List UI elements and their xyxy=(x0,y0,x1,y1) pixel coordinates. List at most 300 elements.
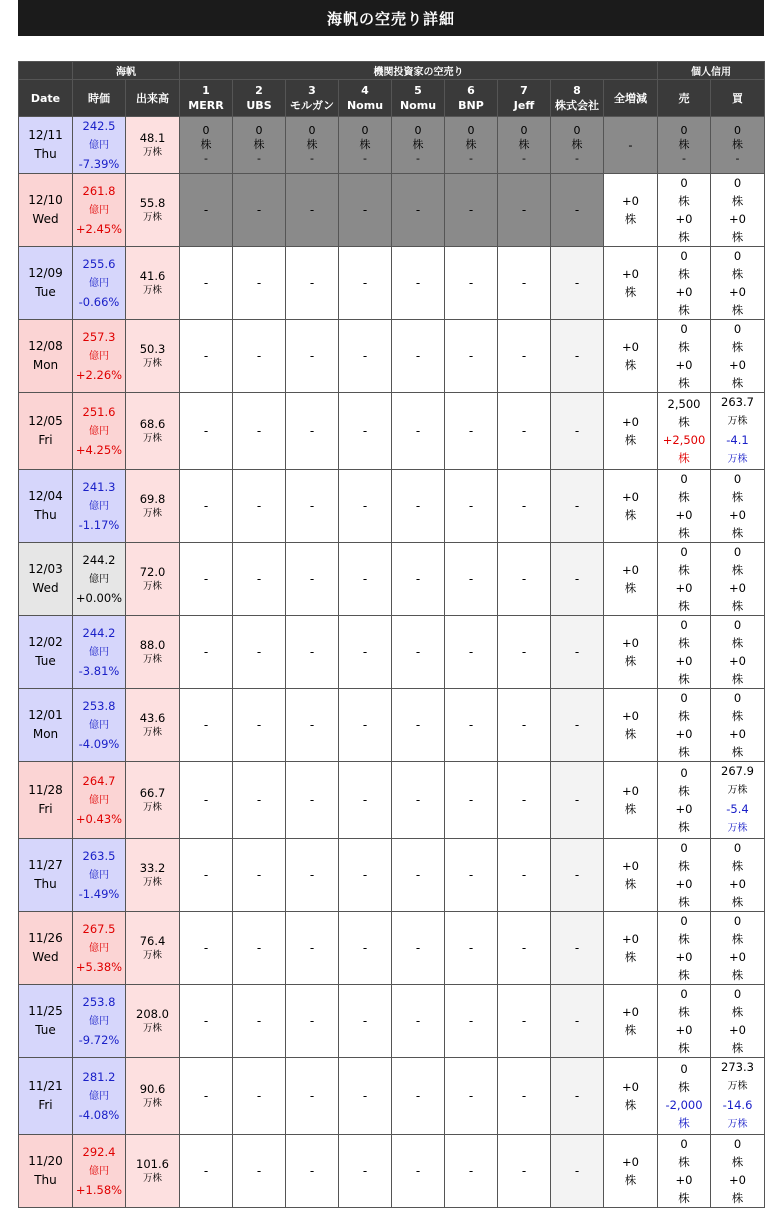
total-change-cell xyxy=(604,689,658,762)
institution-cell-7 xyxy=(498,762,551,839)
sell-unit: 株 xyxy=(678,932,690,946)
date-cell xyxy=(19,174,73,247)
institution-value: - xyxy=(468,793,474,807)
institution-cell-8 xyxy=(551,247,604,320)
institution-value: - xyxy=(415,645,421,659)
institution-cell-7 xyxy=(498,616,551,689)
volume-unit: 万株 xyxy=(142,357,162,369)
institution-cell-1 xyxy=(180,985,233,1058)
institution-value: - xyxy=(468,499,474,513)
institution-value: 0 xyxy=(520,124,528,137)
institution-cell-4 xyxy=(339,470,392,543)
institution-value: - xyxy=(309,645,315,659)
volume-cell xyxy=(126,543,180,616)
institution-value: - xyxy=(521,1164,527,1178)
header-institution-2 xyxy=(233,80,286,117)
institution-cell-1 xyxy=(180,543,233,616)
volume-unit: 万株 xyxy=(142,432,162,444)
buy-credit-cell xyxy=(711,470,765,543)
institution-cell-5 xyxy=(392,1135,445,1208)
price-value: 257.3 xyxy=(82,330,116,344)
price-unit: 億円 xyxy=(89,647,109,658)
institution-cell-8 xyxy=(551,320,604,393)
price-unit: 億円 xyxy=(89,720,109,731)
total-change-unit: 株 xyxy=(624,1173,637,1187)
institution-cell-1 xyxy=(180,1135,233,1208)
volume-value: 69.8 xyxy=(139,491,166,506)
sell-value: 0 xyxy=(680,1137,688,1151)
header-institution-1-text: 1 xyxy=(202,84,210,97)
buy-diff: +0 xyxy=(729,508,746,522)
institution-value: - xyxy=(256,718,262,732)
buy-diff: +0 xyxy=(729,1173,746,1187)
institution-cell-6 xyxy=(445,985,498,1058)
institution-cell-8 xyxy=(551,543,604,616)
price-change: +4.25% xyxy=(75,443,123,457)
sell-diff-unit: 株 xyxy=(678,303,690,317)
date-cell xyxy=(19,393,73,470)
day-of-week-text: Fri xyxy=(38,802,53,816)
total-change-cell xyxy=(604,762,658,839)
date-text: 12/03 xyxy=(28,562,63,576)
institution-unit: 株 xyxy=(359,138,371,151)
volume-cell xyxy=(126,393,180,470)
sell-credit-cell xyxy=(658,543,711,616)
institution-cell-8 xyxy=(551,1058,604,1135)
total-change-unit: 株 xyxy=(624,285,637,299)
institution-value: - xyxy=(309,424,315,438)
header-buy-text: 買 xyxy=(732,91,744,105)
institution-cell-2 xyxy=(233,320,286,393)
institution-value: - xyxy=(203,1089,209,1103)
price-cell xyxy=(73,616,126,689)
price-cell xyxy=(73,470,126,543)
sell-diff: +0 xyxy=(675,285,693,299)
sell-value: 0 xyxy=(680,176,688,190)
price-value: 255.6 xyxy=(82,257,116,271)
institution-cell-7 xyxy=(498,912,551,985)
institution-value: - xyxy=(468,203,474,217)
institution-cell-6 xyxy=(445,470,498,543)
sell-value: 0 xyxy=(680,914,688,928)
date-text: 12/08 xyxy=(28,339,63,353)
sell-credit-cell xyxy=(658,985,711,1058)
institution-cell-8 xyxy=(551,117,604,174)
institution-cell-8 xyxy=(551,985,604,1058)
price-cell xyxy=(73,393,126,470)
header-date xyxy=(19,80,73,117)
sell-unit: 株 xyxy=(678,784,690,798)
institution-value: - xyxy=(415,1014,421,1028)
volume-cell xyxy=(126,985,180,1058)
header-credit-group: 個人信用 xyxy=(658,62,765,80)
price-unit: 億円 xyxy=(89,278,109,289)
institution-value: - xyxy=(468,424,474,438)
header-institution-4 xyxy=(339,80,392,117)
institution-value: - xyxy=(256,499,262,513)
institution-cell-4 xyxy=(339,616,392,689)
institution-value: - xyxy=(362,572,368,586)
institution-cell-7 xyxy=(498,117,551,174)
institution-cell-8 xyxy=(551,689,604,762)
day-of-week-text: Thu xyxy=(34,877,57,891)
institution-cell-4 xyxy=(339,1058,392,1135)
total-change-value: +0 xyxy=(622,859,639,873)
day-of-week-text: Wed xyxy=(32,212,59,226)
total-change-cell xyxy=(604,320,658,393)
institution-value: - xyxy=(468,645,474,659)
institution-value: - xyxy=(203,645,209,659)
institution-value: - xyxy=(521,276,527,290)
institution-value: - xyxy=(362,203,368,217)
institution-value: 0 xyxy=(255,124,263,137)
buy-credit-cell xyxy=(711,912,765,985)
institution-cell-4 xyxy=(339,912,392,985)
total-change-value: +0 xyxy=(622,784,639,798)
total-change-unit: 株 xyxy=(624,727,637,741)
buy-diff: +0 xyxy=(729,212,746,226)
institution-diff: - xyxy=(469,152,473,165)
sell-diff: +0 xyxy=(675,950,693,964)
institution-value: - xyxy=(521,349,527,363)
institution-cell-2 xyxy=(233,174,286,247)
price-cell xyxy=(73,912,126,985)
institution-value: - xyxy=(415,349,421,363)
date-cell xyxy=(19,985,73,1058)
institution-value: - xyxy=(256,868,262,882)
buy-value: 0 xyxy=(733,618,742,632)
institution-value: - xyxy=(203,868,209,882)
volume-value: 72.0 xyxy=(139,564,166,579)
institution-value: - xyxy=(415,424,421,438)
buy-diff: +0 xyxy=(729,358,746,372)
total-change-value: +0 xyxy=(622,563,639,577)
header-institution-7 xyxy=(498,80,551,117)
table-row xyxy=(19,985,765,1058)
header-total-text: 全増減 xyxy=(614,91,647,105)
header-institution-7-text: 7 xyxy=(520,84,528,97)
institution-cell-3 xyxy=(286,247,339,320)
institution-value: - xyxy=(521,203,527,217)
institution-value: - xyxy=(468,718,474,732)
day-of-week-text: Wed xyxy=(32,950,59,964)
institution-value: - xyxy=(309,793,315,807)
institution-cell-8 xyxy=(551,839,604,912)
price-cell xyxy=(73,247,126,320)
buy-diff: +0 xyxy=(729,654,746,668)
sell-unit: 株 xyxy=(678,1155,690,1169)
volume-cell xyxy=(126,320,180,393)
institution-value: - xyxy=(521,868,527,882)
price-cell xyxy=(73,839,126,912)
institution-value: - xyxy=(203,499,209,513)
total-change-cell xyxy=(604,1135,658,1208)
price-cell xyxy=(73,174,126,247)
total-change-value: +0 xyxy=(622,340,639,354)
header-date-text: Date xyxy=(30,91,61,105)
institution-cell-1 xyxy=(180,689,233,762)
header-institution-group: 機関投資家の空売り xyxy=(180,62,658,80)
institution-diff: - xyxy=(575,152,579,165)
institution-value: - xyxy=(468,941,474,955)
table-row xyxy=(19,174,765,247)
institution-cell-1 xyxy=(180,762,233,839)
sell-diff-unit: 株 xyxy=(678,968,690,982)
total-change-value: +0 xyxy=(622,1080,639,1094)
institution-value: - xyxy=(415,718,421,732)
institution-value: - xyxy=(574,572,580,586)
sell-value: 0 xyxy=(680,841,688,855)
buy-diff-unit: 株 xyxy=(731,230,744,244)
institution-cell-5 xyxy=(392,985,445,1058)
volume-cell xyxy=(126,762,180,839)
sell-diff: +0 xyxy=(675,212,693,226)
volume-value: 76.4 xyxy=(139,933,166,948)
volume-unit: 万株 xyxy=(142,211,162,223)
buy-value: 0 xyxy=(733,249,742,263)
header-volume-text: 出来高 xyxy=(136,91,169,105)
price-cell xyxy=(73,762,126,839)
institution-cell-4 xyxy=(339,689,392,762)
header-institution-8-text: 株式会社 xyxy=(555,99,599,112)
institution-value: - xyxy=(362,349,368,363)
buy-credit-cell xyxy=(711,762,765,839)
total-change-value: +0 xyxy=(622,267,639,281)
day-of-week-text: Thu xyxy=(34,508,57,522)
total-change-unit: 株 xyxy=(624,877,637,891)
institution-value: - xyxy=(521,1014,527,1028)
volume-value: 43.6 xyxy=(139,710,166,725)
institution-cell-2 xyxy=(233,393,286,470)
sell-credit-cell xyxy=(658,247,711,320)
total-change-unit: 株 xyxy=(624,581,637,595)
day-of-week-text: Tue xyxy=(35,654,56,668)
total-change-unit: 株 xyxy=(624,508,637,522)
buy-value: 0 xyxy=(733,322,742,336)
total-change-cell xyxy=(604,470,658,543)
institution-value: - xyxy=(574,203,580,217)
buy-diff-unit: 株 xyxy=(731,303,744,317)
buy-diff-unit: 万株 xyxy=(727,454,748,465)
institution-value: 0 xyxy=(308,124,316,137)
volume-unit: 万株 xyxy=(142,1097,162,1109)
price-cell xyxy=(73,117,126,174)
institution-value: - xyxy=(362,718,368,732)
institution-cell-7 xyxy=(498,320,551,393)
institution-value: - xyxy=(362,941,368,955)
buy-credit-cell xyxy=(711,543,765,616)
institution-value: - xyxy=(415,499,421,513)
table-row xyxy=(19,762,765,839)
total-change-cell xyxy=(604,616,658,689)
volume-unit: 万株 xyxy=(142,1172,162,1184)
price-unit: 億円 xyxy=(89,140,109,151)
sell-diff: -2,000 xyxy=(665,1098,703,1112)
volume-cell xyxy=(126,247,180,320)
institution-cell-5 xyxy=(392,543,445,616)
date-cell xyxy=(19,543,73,616)
buy-value: 0 xyxy=(733,472,742,486)
date-cell xyxy=(19,616,73,689)
volume-cell xyxy=(126,1135,180,1208)
institution-cell-3 xyxy=(286,762,339,839)
day-of-week-text: Tue xyxy=(35,1023,56,1037)
date-cell xyxy=(19,470,73,543)
institution-value: - xyxy=(203,203,209,217)
price-cell xyxy=(73,689,126,762)
total-change-value: - xyxy=(628,138,633,152)
institution-value: 0 xyxy=(202,124,210,137)
price-change: -1.49% xyxy=(78,887,120,901)
date-text: 11/21 xyxy=(28,1079,63,1093)
institution-value: - xyxy=(574,499,580,513)
sell-credit-cell xyxy=(658,689,711,762)
header-institution-4-text: 4 xyxy=(361,84,369,97)
institution-unit: 株 xyxy=(571,138,583,151)
institution-cell-5 xyxy=(392,320,445,393)
sell-credit-cell xyxy=(658,1058,711,1135)
volume-cell xyxy=(126,470,180,543)
buy-credit-cell xyxy=(711,839,765,912)
header-institution-5-text: 5 xyxy=(414,84,422,97)
institution-value: - xyxy=(309,1014,315,1028)
institution-value: - xyxy=(521,718,527,732)
total-change-value: +0 xyxy=(622,415,639,429)
date-cell xyxy=(19,762,73,839)
institution-value: - xyxy=(574,718,580,732)
buy-value: 0 xyxy=(733,1137,742,1151)
price-unit: 億円 xyxy=(89,351,109,362)
institution-cell-2 xyxy=(233,689,286,762)
institution-cell-6 xyxy=(445,247,498,320)
institution-cell-2 xyxy=(233,762,286,839)
table-row xyxy=(19,1058,765,1135)
buy-unit: 株 xyxy=(731,563,744,577)
header-institution-6-text: BNP xyxy=(458,99,484,112)
institution-cell-6 xyxy=(445,117,498,174)
table-row xyxy=(19,117,765,174)
institution-value: - xyxy=(468,276,474,290)
header-buy xyxy=(711,80,765,117)
volume-value: 50.3 xyxy=(139,341,166,356)
institution-cell-3 xyxy=(286,543,339,616)
institution-diff: - xyxy=(363,152,367,165)
header-institution-2-text: 2 xyxy=(255,84,263,97)
volume-unit: 万株 xyxy=(142,507,162,519)
institution-value: - xyxy=(415,203,421,217)
buy-unit: 株 xyxy=(731,1155,744,1169)
header-institution-2-text: UBS xyxy=(246,99,272,112)
total-change-value: +0 xyxy=(622,1155,639,1169)
table-row xyxy=(19,320,765,393)
institution-cell-5 xyxy=(392,616,445,689)
price-change: +2.26% xyxy=(75,368,123,382)
institution-cell-7 xyxy=(498,247,551,320)
header-institution-1 xyxy=(180,80,233,117)
sell-diff-unit: 株 xyxy=(678,745,690,759)
sell-diff-unit: 株 xyxy=(678,599,690,613)
institution-cell-6 xyxy=(445,762,498,839)
sell-diff: +0 xyxy=(675,727,693,741)
buy-diff-unit: 株 xyxy=(731,968,744,982)
institution-cell-3 xyxy=(286,689,339,762)
total-change-value: +0 xyxy=(622,1005,639,1019)
institution-diff: - xyxy=(522,152,526,165)
buy-unit: 株 xyxy=(731,1005,744,1019)
institution-cell-8 xyxy=(551,174,604,247)
sell-diff: +0 xyxy=(675,508,693,522)
day-of-week-text: Thu xyxy=(34,147,57,161)
total-change-cell xyxy=(604,912,658,985)
institution-cell-4 xyxy=(339,247,392,320)
institution-value: - xyxy=(362,793,368,807)
institution-value: 0 xyxy=(361,124,369,137)
date-text: 12/02 xyxy=(28,635,63,649)
total-change-cell xyxy=(604,174,658,247)
institution-value: - xyxy=(203,349,209,363)
institution-cell-5 xyxy=(392,247,445,320)
buy-credit-cell xyxy=(711,320,765,393)
institution-cell-8 xyxy=(551,470,604,543)
institution-cell-2 xyxy=(233,117,286,174)
header-institution-8 xyxy=(551,80,604,117)
institution-cell-6 xyxy=(445,393,498,470)
price-cell xyxy=(73,985,126,1058)
sell-diff-unit: 株 xyxy=(678,820,690,834)
sell-diff: +0 xyxy=(675,654,693,668)
buy-diff: -14.6 xyxy=(722,1098,753,1112)
institution-cell-1 xyxy=(180,174,233,247)
institution-cell-4 xyxy=(339,393,392,470)
sell-diff: +2,500 xyxy=(662,433,706,447)
institution-value: - xyxy=(256,1164,262,1178)
institution-cell-7 xyxy=(498,1135,551,1208)
buy-value: 273.3 xyxy=(721,1060,754,1074)
sell-credit-cell xyxy=(658,320,711,393)
institution-cell-7 xyxy=(498,1058,551,1135)
sell-unit: 株 xyxy=(678,415,690,429)
header-institution-3 xyxy=(286,80,339,117)
buy-diff-unit: 万株 xyxy=(727,1119,748,1130)
sell-diff-unit: 株 xyxy=(678,672,690,686)
institution-value: - xyxy=(203,572,209,586)
total-change-value: +0 xyxy=(622,490,639,504)
sell-value: 0 xyxy=(680,1062,688,1076)
institution-cell-5 xyxy=(392,470,445,543)
institution-cell-3 xyxy=(286,1135,339,1208)
sell-credit-cell xyxy=(658,1135,711,1208)
institution-value: - xyxy=(521,1089,527,1103)
total-change-unit: 株 xyxy=(624,212,637,226)
price-unit: 億円 xyxy=(89,1091,109,1102)
institution-cell-2 xyxy=(233,247,286,320)
volume-value: 55.8 xyxy=(139,195,166,210)
header-institution-8-text: 8 xyxy=(573,84,581,97)
buy-unit: 株 xyxy=(731,267,744,281)
institution-cell-6 xyxy=(445,1135,498,1208)
institution-cell-3 xyxy=(286,117,339,174)
volume-value: 88.0 xyxy=(139,637,166,652)
price-cell xyxy=(73,320,126,393)
institution-value: - xyxy=(362,424,368,438)
institution-cell-5 xyxy=(392,839,445,912)
date-text: 12/10 xyxy=(28,193,63,207)
total-change-cell xyxy=(604,839,658,912)
institution-cell-2 xyxy=(233,616,286,689)
price-unit: 億円 xyxy=(89,574,109,585)
institution-value: - xyxy=(309,276,315,290)
institution-value: - xyxy=(256,349,262,363)
